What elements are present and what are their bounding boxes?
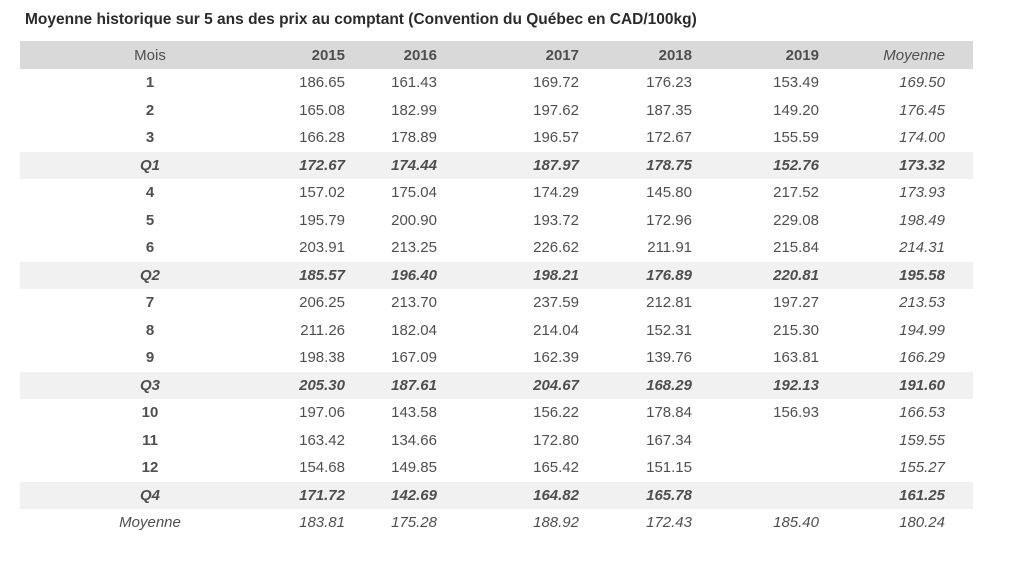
table-body [20,69,973,537]
cell-2017: 156.22 [533,404,579,422]
cell-2017: 164.82 [533,486,579,504]
cell-2019: 185.40 [773,514,819,532]
cell-2018: 211.91 [647,239,692,257]
column-header-2016: 2016 [403,46,437,64]
cell-2016: 213.25 [391,239,437,257]
table-row-q4 [20,482,973,510]
table-row-moyenne [20,509,973,537]
row-label: Q1 [139,156,160,174]
cell-moyenne: 174.00 [899,129,945,147]
row-label: 2 [145,101,155,119]
table-row-9 [20,344,973,372]
cell-2018: 152.31 [646,321,692,339]
table-row-4 [20,179,973,207]
cell-2019: 192.13 [773,376,819,394]
table-row-q2 [20,262,973,290]
cell-2016: 200.90 [391,211,437,229]
cell-moyenne: 214.31 [899,239,945,257]
cell-2015: 211.26 [300,321,345,339]
cell-2019: 153.49 [773,74,819,92]
cell-moyenne: 155.27 [899,459,945,477]
cell-2019: 229.08 [773,211,819,229]
cell-2015: 203.91 [299,239,345,257]
cell-2016: 182.04 [391,321,437,339]
cell-2015: 172.67 [299,156,345,174]
cell-2018: 172.43 [646,514,692,532]
cell-2018: 151.15 [646,459,692,477]
cell-2017: 188.92 [533,514,579,532]
cell-2018: 172.67 [646,129,692,147]
cell-2018: 145.80 [646,184,692,202]
cell-2016: 178.89 [391,129,437,147]
cell-moyenne: 169.50 [899,74,945,92]
cell-2018: 176.89 [646,266,692,284]
cell-2016: 149.85 [391,459,437,477]
cell-2016: 134.66 [391,431,437,449]
cell-2015: 157.02 [299,184,345,202]
cell-2019: 163.81 [773,349,819,367]
table-row-2 [20,97,973,125]
cell-2017: 162.39 [533,349,579,367]
row-label: Q2 [139,266,160,284]
table-row-1 [20,69,973,97]
cell-moyenne: 166.29 [899,349,945,367]
cell-2019: 215.84 [773,239,819,257]
table-row-8 [20,317,973,345]
cell-2015: 165.08 [299,101,345,119]
cell-2018: 167.34 [646,431,692,449]
cell-2015: 206.25 [299,294,345,312]
cell-2017: 193.72 [533,211,579,229]
cell-2019: 149.20 [773,101,819,119]
row-label: 9 [145,349,155,367]
row-label: 8 [145,321,155,339]
row-label: Moyenne [119,514,181,532]
cell-2019: 220.81 [773,266,819,284]
row-label: Q4 [139,486,160,504]
price-table [20,41,973,537]
cell-2015: 205.30 [299,376,345,394]
cell-2017: 198.21 [533,266,579,284]
cell-2019: 152.76 [773,156,819,174]
cell-2019: 197.27 [773,294,819,312]
cell-moyenne: 173.93 [899,184,945,202]
cell-2015: 198.38 [299,349,345,367]
cell-2016: 174.44 [391,156,437,174]
cell-2018: 178.84 [646,404,692,422]
table-row-5 [20,207,973,235]
cell-moyenne: 194.99 [899,321,945,339]
cell-2017: 165.42 [533,459,579,477]
cell-2019: 217.52 [773,184,819,202]
cell-moyenne: 176.45 [899,101,945,119]
cell-moyenne: 198.49 [899,211,945,229]
cell-2016: 187.61 [391,376,437,394]
cell-2016: 167.09 [391,349,437,367]
table-row-3 [20,124,973,152]
cell-2016: 175.04 [391,184,437,202]
cell-2017: 197.62 [533,101,579,119]
cell-2019 [707,454,834,482]
cell-2019: 215.30 [773,321,819,339]
table-header-row [20,41,973,69]
cell-2018: 178.75 [646,156,692,174]
column-header-mois: Mois [134,46,166,64]
cell-2019 [707,482,834,510]
table-row-11 [20,427,973,455]
cell-2016: 196.40 [391,266,437,284]
table-row-6 [20,234,973,262]
row-label: 11 [142,431,158,449]
table-title: Moyenne historique sur 5 ans des prix au comptant (Convention du Québec en CAD/100kg) [25,11,697,28]
cell-2017: 174.29 [533,184,579,202]
cell-moyenne: 166.53 [899,404,945,422]
cell-2017: 204.67 [533,376,579,394]
cell-2015: 197.06 [299,404,345,422]
cell-2017: 214.04 [533,321,579,339]
row-label: 4 [145,184,155,202]
row-label: 12 [141,459,159,477]
cell-2016: 161.43 [391,74,437,92]
column-header-moyenne: Moyenne [883,46,945,64]
table-row-7 [20,289,973,317]
cell-moyenne: 213.53 [899,294,945,312]
cell-2015: 195.79 [299,211,345,229]
table-row-q3 [20,372,973,400]
cell-2019 [707,427,834,455]
cell-2018: 212.81 [646,294,692,312]
cell-2015: 185.57 [299,266,345,284]
cell-moyenne: 195.58 [899,266,945,284]
cell-2016: 182.99 [391,101,437,119]
row-label: Q3 [139,376,160,394]
cell-2017: 172.80 [533,431,579,449]
column-header-2015: 2015 [311,46,345,64]
cell-2019: 155.59 [773,129,819,147]
cell-2018: 187.35 [646,101,692,119]
cell-2018: 168.29 [646,376,692,394]
cell-2015: 171.72 [299,486,345,504]
table-row-q1 [20,152,973,180]
column-header-2019: 2019 [785,46,819,64]
cell-2015: 163.42 [299,431,345,449]
row-label: 7 [145,294,155,312]
cell-2016: 213.70 [391,294,437,312]
row-label: 6 [145,239,155,257]
column-header-2017: 2017 [545,46,579,64]
cell-2015: 166.28 [299,129,345,147]
cell-2016: 143.58 [391,404,437,422]
cell-2018: 139.76 [646,349,692,367]
cell-2017: 226.62 [533,239,579,257]
cell-2015: 183.81 [299,514,345,532]
row-label: 10 [141,404,159,422]
cell-moyenne: 161.25 [899,486,945,504]
table-row-10 [20,399,973,427]
cell-moyenne: 173.32 [899,156,945,174]
row-label: 3 [145,129,155,147]
cell-2017: 169.72 [533,74,579,92]
cell-moyenne: 180.24 [899,514,945,532]
column-header-2018: 2018 [658,46,692,64]
cell-2018: 176.23 [646,74,692,92]
cell-2018: 165.78 [646,486,692,504]
cell-2017: 237.59 [533,294,579,312]
cell-2018: 172.96 [646,211,692,229]
cell-2016: 175.28 [391,514,437,532]
cell-2015: 154.68 [299,459,345,477]
cell-2017: 187.97 [533,156,579,174]
row-label: 1 [145,74,155,92]
cell-moyenne: 159.55 [899,431,945,449]
table-row-12 [20,454,973,482]
cell-2016: 142.69 [391,486,437,504]
cell-moyenne: 191.60 [899,376,945,394]
cell-2015: 186.65 [299,74,345,92]
cell-2017: 196.57 [533,129,579,147]
row-label: 5 [145,211,155,229]
cell-2019: 156.93 [773,404,819,422]
